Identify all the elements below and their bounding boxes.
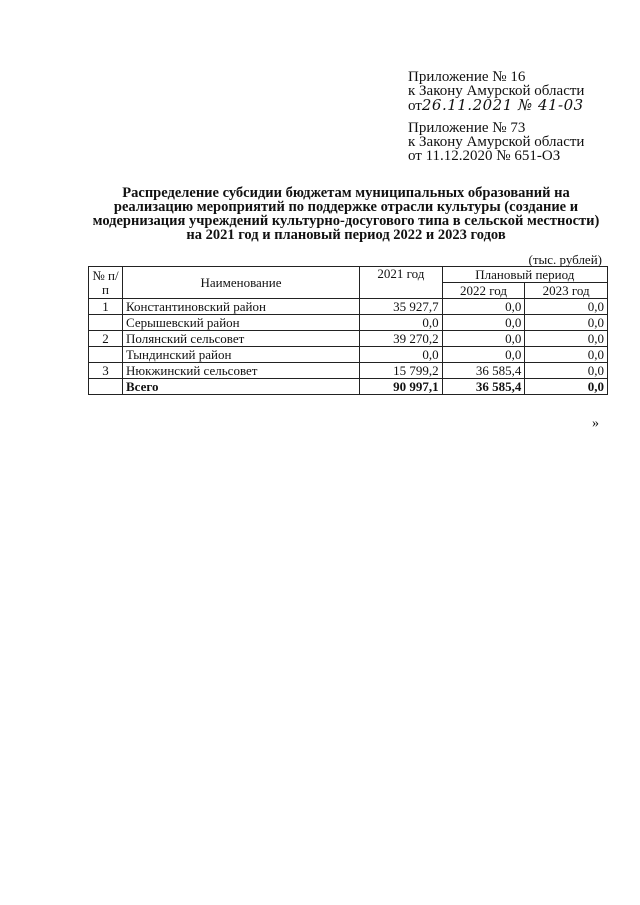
row-2022: 0,0 (442, 299, 525, 315)
total-2023: 0,0 (525, 379, 608, 395)
row-name: Полянский сельсовет (123, 331, 360, 347)
annex-73-law: к Закону Амурской области (408, 134, 585, 150)
row-2021: 35 927,7 (360, 299, 443, 315)
row-2021: 39 270,2 (360, 331, 443, 347)
row-num (89, 347, 123, 363)
units-label: (тыс. рублей) (528, 252, 602, 267)
col-header-num: № п/п (89, 267, 123, 299)
row-name: Нюкжинский сельсовет (123, 363, 360, 379)
annex-73-date: от 11.12.2020 № 651-ОЗ (408, 148, 561, 164)
subsidy-table (88, 266, 608, 395)
row-2023: 0,0 (525, 315, 608, 331)
row-num: 2 (89, 331, 123, 347)
annex-16-date (408, 98, 584, 113)
total-num (89, 379, 123, 395)
row-2022: 0,0 (442, 347, 525, 363)
annex-73-block (408, 121, 584, 163)
row-2021: 15 799,2 (360, 363, 443, 379)
annex-16-block (408, 70, 584, 113)
row-num: 1 (89, 299, 123, 315)
row-2021: 0,0 (360, 315, 443, 331)
handwritten-date-number: 26.11.2021 № 41-03 (421, 96, 584, 114)
row-2022: 36 585,4 (442, 363, 525, 379)
row-name: Тындинский район (123, 347, 360, 363)
col-header-2022: 2022 год (442, 283, 525, 299)
table-row (89, 331, 608, 347)
row-2023: 0,0 (525, 347, 608, 363)
row-name: Константиновский район (123, 299, 360, 315)
row-2023: 0,0 (525, 331, 608, 347)
row-2023: 0,0 (525, 299, 608, 315)
row-2022: 0,0 (442, 315, 525, 331)
closing-quote: » (592, 416, 599, 431)
col-header-name: Наименование (123, 267, 360, 299)
row-2022: 0,0 (442, 331, 525, 347)
col-header-planned: Плановый период (442, 267, 607, 283)
table-row (89, 299, 608, 315)
col-header-2021: 2021 год (360, 267, 443, 299)
table-row (89, 315, 608, 331)
total-row (89, 379, 608, 395)
annex-16-title: Приложение № 16 (408, 69, 526, 85)
row-name: Серышевский район (123, 315, 360, 331)
row-num: 3 (89, 363, 123, 379)
total-2022: 36 585,4 (442, 379, 525, 395)
row-2021: 0,0 (360, 347, 443, 363)
total-label: Всего (123, 379, 360, 395)
row-num (89, 315, 123, 331)
row-2023: 0,0 (525, 363, 608, 379)
table-row (89, 347, 608, 363)
total-2021: 90 997,1 (360, 379, 443, 395)
annex-73-title: Приложение № 73 (408, 120, 526, 136)
col-header-2023: 2023 год (525, 283, 608, 299)
table-row (89, 363, 608, 379)
document-title: Распределение субсидии бюджетам муниципальных образований на реализацию мероприятий по поддержке отрасли культуры (создание и модернизация учреждений культурно-досугового типа в сельской местности) на 2021 год и плановый период 2022 и 2023 годов (92, 185, 600, 243)
annex-16-law: к Закону Амурской области (408, 83, 585, 99)
annex-16-date-prefix: от (408, 98, 422, 114)
